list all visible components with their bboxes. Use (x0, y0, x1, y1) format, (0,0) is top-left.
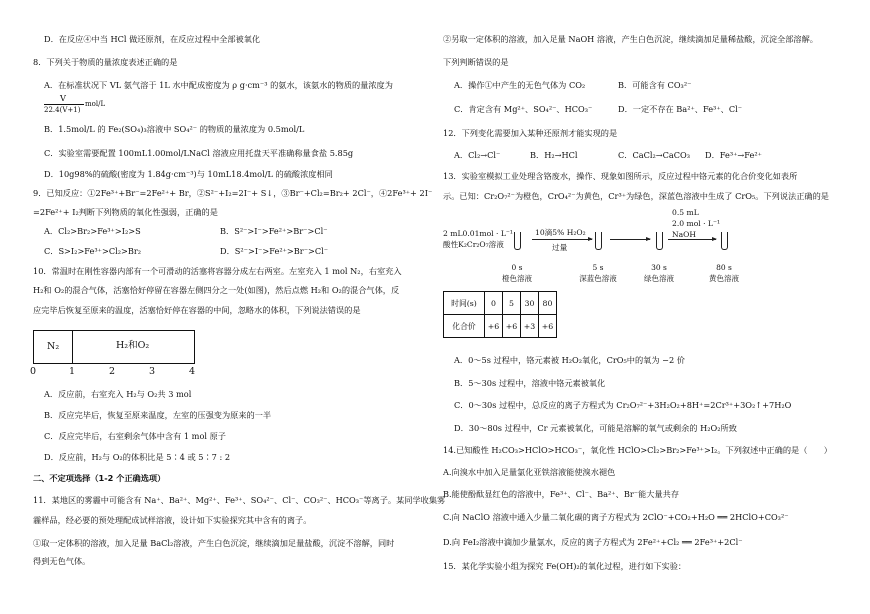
q11-judge: 下列判断错误的是 (443, 57, 509, 67)
piston (72, 331, 73, 363)
q13-option-d: D．30～80s 过程中，Cr 元素被氧化，可能是溶解的氧气或剩余的 H₂O₂所致 (454, 423, 737, 433)
q14-option-a: A.向溴水中加入足量氯化亚铁溶液能使溴水褪色 (443, 467, 616, 477)
tube-time: 0 s (511, 263, 523, 272)
q7-option-d: D．在反应④中当 HCl 做还原剂，在反应过程中全部被氧化 (44, 34, 261, 44)
q11-option-a: A．操作①中产生的无色气体为 CO₂ (454, 80, 586, 90)
tube-time: 5 s (592, 263, 604, 272)
q11-step1: ①取一定体积的溶液，加入足量 BaCl₂溶液，产生白色沉淀，继续滴加足量盐酸，沉淀不溶解，同时 (33, 538, 395, 548)
q8-option-c: C．实验室需要配置 100mL1.00mol/LNaCl 溶液应用托盘天平准确称量食盐 5.85g (44, 148, 354, 158)
q11-option-c: C．肯定含有 Mg²⁺、SO₄²⁻、HCO₃⁻ (454, 104, 593, 114)
q13-option-a: A．0～5s 过程中，铬元素被 H₂O₂氧化，CrO₅中的氧为 −2 价 (454, 355, 685, 365)
q8-option-a: A．在标准状况下 VL 氨气溶于 1L 水中配成密度为 ρ g·cm⁻³ 的氨水，该氨水的物质的量浓度为 (44, 80, 393, 90)
q10-stem-cont1: H₂和 O₂的混合气体，活塞恰好停留在容器左侧四分之一处(如图)，然后点燃 H₂和 O₂的混合气体，反 (33, 285, 400, 295)
test-tube-icon (721, 232, 728, 250)
tube-color: 深蓝色溶液 (579, 274, 617, 283)
table-cell: 80 (539, 292, 557, 315)
axis-tick-1: 1 (69, 366, 76, 377)
q13-stem: 13．实验室模拟工业处理含铬废水，操作、现象如图所示，反应过程中铬元素的化合价变化如表所 (443, 171, 798, 181)
q12-option-c: C．CaCl₂→CaCO₃ (618, 150, 691, 160)
tube-color: 橙色溶液 (502, 274, 532, 283)
q14-option-d: D.向 FeI₂溶液中滴加少量氯水，反应的离子方程式为 2Fe²⁺+Cl₂ ══ 2Fe³⁺+2Cl⁻ (443, 537, 743, 547)
h2o2-label: 10滴5% H₂O₂ (535, 228, 586, 237)
q10-option-b: B．反应完毕后，恢复至原来温度，左室的压强变为原来的一半 (44, 410, 272, 420)
q12-option-a: A．Cl₂→Cl⁻ (454, 150, 501, 160)
q10-option-c: C．反应完毕后，右室剩余气体中含有 1 mol 原子 (44, 431, 226, 441)
naoh-label: NaOH (672, 230, 697, 239)
q9-option-d: D．S²⁻>I⁻>Fe²⁺>Br⁻>Cl⁻ (220, 246, 329, 256)
arrow-icon (532, 239, 592, 240)
q14-stem: 14.已知酸性 H₂CO₃>HClO>HCO₃⁻，氧化性 HClO>Cl₂>Br₂>Fe³⁺>I₂。下列叙述中正确的是（ ） (443, 445, 832, 455)
axis-tick-0: 0 (30, 366, 37, 377)
q12-option-d: D．Fe³⁺→Fe²⁺ (705, 150, 762, 160)
q8-stem: 8．下列关于物质的量浓度表述正确的是 (33, 57, 178, 67)
table-header: 时间(s) (444, 292, 485, 315)
q11-stem: 11．某地区的雾霾中可能含有 Na⁺、Ba²⁺、Mg²⁺、Fe³⁺、SO₄²⁻、Cl⁻、CO₃²⁻、HCO₃⁻等离子。某同学收集雾 (33, 495, 446, 505)
table-row (444, 315, 557, 338)
q9-option-c: C．S>I₂>Fe³⁺>Cl₂>Br₂ (44, 246, 142, 256)
piston-container-diagram (33, 330, 195, 364)
q10-stem: 10．常温时在刚性容器内部有一个可滑动的活塞将容器分成左右两室。左室充入 1 mol N₂，右室充入 (33, 266, 402, 276)
tube-color: 绿色溶液 (644, 274, 674, 283)
q9-stem: 9．已知反应：①2Fe³⁺+Br⁻=2Fe²⁺+ Br，②S²⁻+I₂=2I⁻+ S↓，③Br⁻+Cl₂=Br₂+ 2Cl⁻，④2Fe³⁺+ 2I⁻ (33, 188, 433, 198)
table-cell: 0 (485, 292, 503, 315)
q11-option-b: B．可能含有 CO₃²⁻ (618, 80, 692, 90)
q15-stem: 15．某化学实验小组为探究 Fe(OH)₂的氧化过程，进行如下实验： (443, 561, 687, 571)
q10-stem-cont2: 应完毕后恢复至原来的温度，活塞恰好停在容器的中间，忽略水的体积，下列说法错误的是 (33, 305, 361, 315)
q12-stem: 12．下列变化需要加入某种还原剂才能实现的是 (443, 128, 618, 138)
arrow-icon (668, 239, 716, 240)
table-cell: +3 (521, 315, 539, 338)
test-tube-icon (514, 232, 521, 250)
fraction-denominator: 22.4(V+1) (44, 106, 81, 114)
fraction-unit: mol/L (85, 100, 106, 108)
q11-step2: ②另取一定体积的溶液，加入足量 NaOH 溶液，产生白色沉淀，继续滴加足量稀盐酸，沉淀全部溶解。 (443, 34, 818, 44)
q10-option-d: D．反应前，H₂与 O₂的体积比是 5∶4 或 5∶7 : 2 (44, 452, 231, 462)
tube-time: 80 s (716, 263, 732, 272)
naoh-conc: 2.0 mol · L⁻¹ (672, 219, 721, 228)
naoh-volume: 0.5 mL (672, 208, 699, 217)
valence-table (443, 291, 557, 338)
q10-option-a: A．反应前，右室充入 H₂与 O₂共 3 mol (44, 389, 192, 399)
table-row (444, 292, 557, 315)
q11-stem-cont: 霾样品，经必要的预处理配成试样溶液，设计如下实验探究其中含有的离子。 (33, 515, 312, 525)
left-chamber-label: N₂ (47, 341, 60, 352)
q11-option-d: D．一定不存在 Ba²⁺、Fe³⁺、Cl⁻ (618, 104, 743, 114)
q8-fraction (44, 93, 124, 119)
q8-option-d: D．10g98%的硫酸(密度为 1.84g·cm⁻³)与 10mL18.4mol/L 的硫酸浓度相同 (44, 169, 333, 179)
table-cell: +6 (503, 315, 521, 338)
axis-tick-2: 2 (109, 366, 116, 377)
q14-option-b: B.能使酚酞显红色的溶液中，Fe³⁺、Cl⁻、Ba²⁺、Br⁻能大量共存 (443, 489, 680, 499)
table-header: 化合价 (444, 315, 485, 338)
arrow-icon (610, 239, 650, 240)
q14-option-c: C.向 NaClO 溶液中通入少量二氧化碳的离子方程式为 2ClO⁻+CO₂+H₂O ══ 2HClO+CO₃²⁻ (443, 512, 789, 522)
reagent-label-2: 酸性K₂Cr₂O₇溶液 (443, 240, 504, 249)
axis-tick-3: 3 (149, 366, 156, 377)
tube-color: 黄色溶液 (709, 274, 739, 283)
q11-step1-cont: 得到无色气体。 (33, 556, 91, 566)
table-cell: +6 (485, 315, 503, 338)
q13-option-b: B．5～30s 过程中，溶液中铬元素被氧化 (454, 378, 606, 388)
table-cell: 30 (521, 292, 539, 315)
tube-time: 30 s (651, 263, 667, 272)
q9-stem-cont: =2Fe²⁺+ I₂判断下列物质的氧化性强弱，正确的是 (33, 207, 218, 217)
q12-option-b: B．H₂→HCl (530, 150, 578, 160)
q13-stem-cont: 示。已知：Cr₂O₇²⁻为橙色，CrO₄²⁻为黄色，Cr³⁺为绿色，深蓝色溶液中生成了 CrO₅。下列说法正确的是 (443, 191, 829, 201)
table-cell: +6 (539, 315, 557, 338)
fraction-numerator: V (60, 93, 66, 103)
test-tube-icon (656, 232, 663, 250)
q8-option-b: B．1.5mol/L 的 Fe₂(SO₄)₃溶液中 SO₄²⁻ 的物质的量浓度为 0.5mol/L (44, 124, 305, 134)
axis-tick-4: 4 (189, 366, 196, 377)
right-chamber-label: H₂和O₂ (116, 340, 150, 351)
q9-option-b: B．S²⁻>I⁻>Fe²⁺>Br⁻>Cl⁻ (220, 226, 328, 236)
reagent-label-1: 2 mL0.01mol · L⁻¹ (443, 229, 513, 238)
excess-label: 过量 (552, 243, 568, 252)
q13-option-c: C．0～30s 过程中，总反应的离子方程式为 Cr₂O₇²⁻+3H₂O₂+8H⁺=2Cr³⁺+3O₂↑+7H₂O (454, 400, 792, 410)
q9-option-a: A．Cl₂>Br₂>Fe³⁺>I₂>S (44, 226, 141, 236)
table-cell: 5 (503, 292, 521, 315)
section-2-heading: 二、不定项选择（1-2 个正确选项） (33, 473, 166, 483)
test-tube-icon (595, 232, 602, 250)
